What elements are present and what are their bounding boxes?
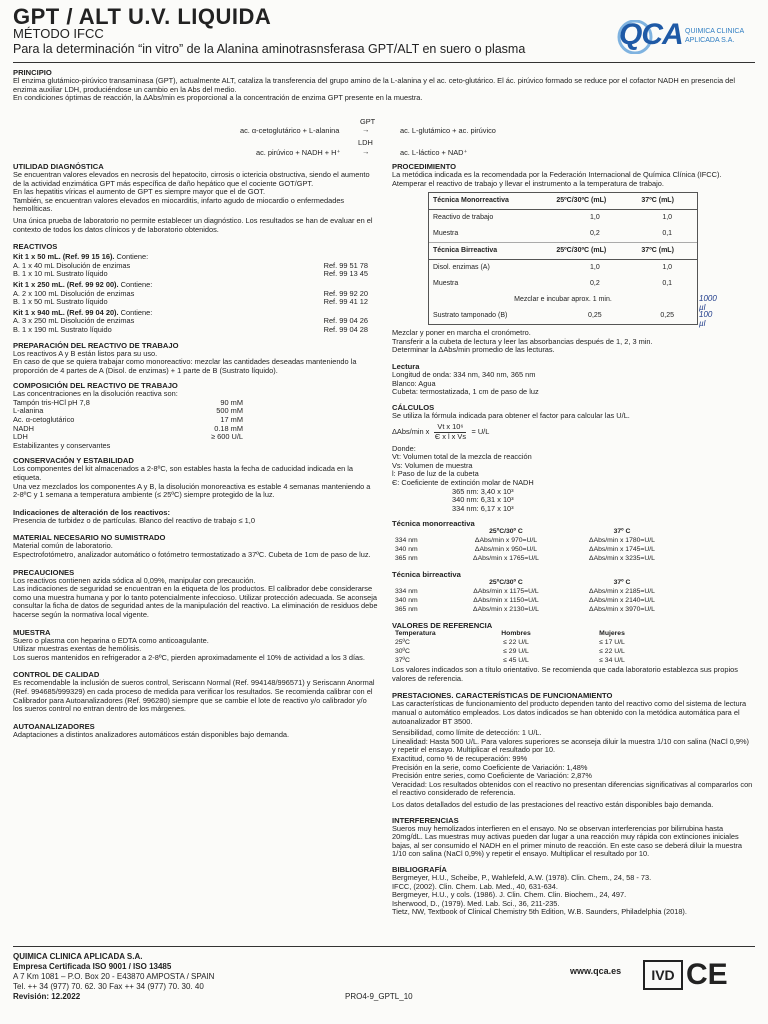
kit-name: Kit 1 x 940 mL. (Ref. 99 04 20). xyxy=(13,307,119,317)
prestaciones-heading: PRESTACIONES. CARACTERÍSTICAS DE FUNCIONAMIENTO xyxy=(392,691,613,701)
utilidad-text-4: Una única prueba de laboratorio no permite establecer un diagnóstico. Los resultados se han de evaluar en el contexto de todos los datos clínicos y de laboratorio obtenidos. xyxy=(13,215,373,234)
principio-text-1: El enzima glutámico-pirúvico transaminasa (GPT), actualmente ALT, cataliza la transferencia del grupo amino de la L-alanina y el ac. ceto-glutárico. El ác. pirúvico formado se reduce por el cofactor NADH en presencia del enzima auxiliar LDH, produciéndose un cambio en la Abs del medio. xyxy=(13,76,736,94)
table-row xyxy=(392,606,680,615)
table-cell: 0,2 xyxy=(590,279,600,287)
table-cell: 334 nm xyxy=(395,537,418,545)
composition-value: 0.18 mM xyxy=(214,423,243,433)
kit-ref: Ref. 99 41 12 xyxy=(323,297,368,307)
after-1: Mezclar y poner en marcha el cronómetro. xyxy=(392,328,531,338)
coefficient-item: 365 nm: 3,40 x 10³ xyxy=(452,486,514,496)
composition-name: Ac. α-cetoglutárico xyxy=(13,415,75,425)
utilidad-text-1: Se encuentran valores elevados en necrosis del hepatocito, cirrosis o ictericia obstructiva, siendo el aumento de la actividad enzimática GPT más específica de daño hepático que el cociente GOT/GPT. xyxy=(13,170,370,188)
after-2: Transferir a la cubeta de lectura y leer las absorbancias después de 1, 2, 3 min. xyxy=(392,336,653,346)
calculos-heading: CÁLCULOS xyxy=(392,402,435,412)
composition-item xyxy=(13,399,378,408)
referencia-table xyxy=(392,630,660,666)
table-cell: ≤ 34 U/L xyxy=(599,657,625,665)
muestra-text-2: Utilizar muestras exentas de hemólisis. xyxy=(13,644,142,654)
col-header: 25ºC/30º C xyxy=(489,579,523,587)
ce-mark-icon: CE xyxy=(686,958,728,991)
col-header: 25ºC/30º C xyxy=(489,528,523,536)
table-cell: ΔAbs/min x 1765=U/L xyxy=(473,555,539,563)
procedimiento-text-1: La metódica indicada es la recomendada por la Federación Internacional de Química Clínica (IFCC). xyxy=(392,170,722,179)
prestacion-item: Veracidad: Los resultados obtenidos con el reactivo no presentan diferencias significativas al compararlos con el reactivo considerado de referencia. xyxy=(392,779,753,798)
formula-denominator: Є x l x Vs xyxy=(434,431,467,441)
lectura-line: Cubeta: termostatizada, 1 cm de paso de luz xyxy=(392,387,539,397)
reactivos-heading: REACTIVOS xyxy=(13,242,58,252)
kit-ref: Ref. 99 13 45 xyxy=(323,269,368,279)
muestra-text-1: Suero o plasma con heparina o EDTA como anticoagulante. xyxy=(13,635,209,645)
right-column xyxy=(392,162,754,917)
procedimiento-heading: PROCEDIMIENTO xyxy=(392,162,456,171)
handwritten-note-2: 100 µl xyxy=(699,310,713,328)
lectura-heading: Lectura xyxy=(392,361,420,371)
footer-phone: Tel. ++ 34 (977) 70. 62. 30 Fax ++ 34 (977) 70. 30. 40 xyxy=(13,982,204,991)
table-cell: Muestra xyxy=(429,226,552,243)
composition-name: Tampón tris-HCl pH 7,8 xyxy=(13,397,90,407)
bi-header-col2: 37ºC (mL) xyxy=(637,243,697,260)
prestaciones-text: Las características de funcionamiento del producto dependen tanto del reactivo como del sistema de lectura manual o automático empleados. Los datos indicados se han obtenido con la metódica automática para el autoanalizador BT 3500. xyxy=(392,699,747,726)
arrow-icon: → xyxy=(362,125,370,134)
kit-note: Contiene: xyxy=(118,279,153,289)
table-cell: Muestra xyxy=(433,279,459,287)
table-cell: 0,25 xyxy=(588,311,602,319)
prestacion-item: Linealidad: Hasta 500 U/L. Para valores superiores se aconseja diluir la muestra 1/10 con salina (NaCl 0,9%) y repetir el ensayo. Multiplicar el resultado por 10. xyxy=(392,736,749,755)
utilidad-text-3: También, se encuentran valores elevados en miocarditis, infarto agudo de miocardio o enfermedades hemolíticas. xyxy=(13,195,345,214)
table-cell: 1,0 xyxy=(662,263,673,271)
procedure-table xyxy=(429,193,697,324)
handwritten-note-1: 1000 µl xyxy=(699,294,717,312)
table-cell: ≤ 17 U/L xyxy=(599,639,625,647)
coefficient-item: 334 nm: 6,17 x 10³ xyxy=(452,503,514,513)
material-heading: MATERIAL NECESARIO NO SUMISTRADO xyxy=(13,533,166,543)
composition-value: 90 mM xyxy=(220,397,243,407)
kit-note: Contiene: xyxy=(118,307,153,317)
prestacion-item: Exactitud, como % de recuperación: 99% xyxy=(392,754,528,764)
table-cell: ΔAbs/min x 950=U/L xyxy=(474,546,538,554)
procedimiento-text-2: Atemperar el reactivo de trabajo y llevar el instrumento a la temperatura de trabajo. xyxy=(392,178,664,188)
formula xyxy=(392,423,754,441)
kit-note: Contiene: xyxy=(114,252,149,262)
table-row xyxy=(392,546,680,555)
table-row xyxy=(392,555,680,564)
definitions-list xyxy=(392,453,754,487)
prestacion-item: Sensibilidad, como límite de detección: 1 U/L. xyxy=(392,728,542,738)
material-text-2: Espectrofotómetro, analizador automático o fotómetro termostatizado a 37ºC. Cubeta de 1cm de paso de luz. xyxy=(13,550,371,559)
eq2-enzyme: LDH xyxy=(358,138,373,147)
table-cell: Sustrato tamponado (B) xyxy=(433,311,508,319)
prestacion-item: Precisión entre series, como Coeficiente de Variación: 2,87% xyxy=(392,771,592,781)
col-header: Mujeres xyxy=(599,630,625,638)
table-cell: 1,0 xyxy=(590,213,600,221)
document-title: GPT / ALT U.V. LIQUIDA xyxy=(13,4,272,29)
mono-header-col1: 25ºC/30ºC (mL) xyxy=(552,193,637,210)
eq2-left: ac. pirúvico + NADH + H⁺ xyxy=(256,148,341,157)
composicion-heading: COMPOSICIÓN DEL REACTIVO DE TRABAJO xyxy=(13,381,178,391)
autoanalizadores-heading: AUTOANALIZADORES xyxy=(13,721,95,731)
footer-website[interactable]: www.qca.es xyxy=(570,966,622,976)
composition-value: ≥ 600 U/L xyxy=(211,432,243,442)
bi-calc-heading: Técnica birreactiva xyxy=(392,570,461,580)
precauciones-text-2: Las indicaciones de seguridad se encuentran en la etiqueta de los productos. El calibrador debe considerarse como una muestra humana y por lo tanto potencialmente infeccioso. Utilizar protección adecuada. Se aconseja consultar la ficha de datos de seguridad antes de la manipulación del reactivo. La eliminación de residuos debe hacerse según la normativa local vigente. xyxy=(13,584,378,619)
kit-line xyxy=(13,298,378,307)
conservacion-heading: CONSERVACIÓN Y ESTABILIDAD xyxy=(13,456,134,466)
interferencias-heading: INTERFERENCIAS xyxy=(392,815,459,825)
logo-company: QUIMICA CLINICA APLICADA S.A. xyxy=(685,28,745,44)
composition-item xyxy=(13,425,378,434)
preparacion-heading: PREPARACIÓN DEL REACTIVO DE TRABAJO xyxy=(13,340,179,350)
definition-item: Vs: Volumen de muestra xyxy=(392,460,473,470)
kit-component: A. 2 x 100 mL Disolución de enzimas xyxy=(13,288,135,298)
table-cell: ΔAbs/min x 2140=U/L xyxy=(589,597,655,605)
principio-section xyxy=(13,68,755,103)
document-subtitle: Para la determinación “in vitro” de la Alanina aminotrasnsferasa GPT/ALT en suero o plasma xyxy=(13,42,526,56)
table-cell: 365 nm xyxy=(395,606,418,614)
kit-component: B. 1 x 50 mL Sustrato líquido xyxy=(13,297,108,307)
lectura-line: Longitud de onda: 334 nm, 340 nm, 365 nm xyxy=(392,369,536,379)
prestacion-item: Precisión en la serie, como Coeficiente de Variación: 1,48% xyxy=(392,762,588,772)
referencia-heading: VALORES DE REFERENCIA xyxy=(392,621,493,631)
eq1-left: ac. α-cetoglutárico + L-alanina xyxy=(240,126,340,135)
formula-left: ΔAbs/min x xyxy=(392,427,430,437)
kit-component: B. 1 x 10 mL Sustrato líquido xyxy=(13,269,108,279)
kit-ref: Ref. 99 51 78 xyxy=(323,260,368,270)
col-header: Hombres xyxy=(501,630,531,638)
table-cell: 30ºC xyxy=(395,648,410,656)
table-cell: 1,0 xyxy=(590,263,600,271)
muestra-text-3: Los sueros mantenidos en refrigerador a 2-8ºC, pierden aproximadamente el 10% de actividad a los 3 días. xyxy=(13,652,365,662)
kit-component: A. 1 x 40 mL Disolución de enzimas xyxy=(13,260,131,270)
prestaciones-footer: Los datos detallados del estudio de las prestaciones del reactivo están disponibles bajo demanda. xyxy=(392,800,714,809)
qca-logo xyxy=(615,18,760,54)
logo-text: QCA xyxy=(619,18,683,51)
table-cell: ≤ 29 U/L xyxy=(503,648,529,656)
control-heading: CONTROL DE CALIDAD xyxy=(13,670,100,680)
table-cell: 0,2 xyxy=(552,226,637,243)
kit-name: Kit 1 x 250 mL. (Ref. 99 92 00). xyxy=(13,279,119,289)
bibliografia-heading: BIBLIOGRAFÍA xyxy=(392,864,447,874)
conservacion-text-1: Los componentes del kit almacenados a 2-8ºC, son estables hasta la fecha de caducidad indicada en la etiqueta. xyxy=(13,464,354,483)
method-name: MÉTODO IFCC xyxy=(13,26,104,41)
left-column xyxy=(13,162,378,739)
table-row xyxy=(392,537,680,546)
table-cell: ΔAbs/min x 2130=U/L xyxy=(473,606,539,614)
table-cell: ≤ 45 U/L xyxy=(503,657,529,665)
eq1-right: ac. L-glutámico + ac. pirúvico xyxy=(400,126,496,135)
table-row xyxy=(392,648,660,657)
composition-item xyxy=(13,416,378,425)
preparacion-text-2: En caso de que se quiera trabajar como monoreactivo: mezclar las cantidades deseadas manteniendo la proporción de 4 partes de A (Disol. de enzimas) + 1 parte de B (Sustrato líquido). xyxy=(13,357,357,375)
bi-header-label: Técnica Birreactiva xyxy=(429,243,552,260)
indicaciones-text: Presencia de turbidez o de partículas. Blanco del reactivo de trabajo ≤ 1,0 xyxy=(13,515,255,525)
table-cell: ΔAbs/min x 1150=U/L xyxy=(473,597,539,605)
reference-item: Bergmeyer, H.U., y cols. (1986). J. Clin. Chem. Clin. Biochem., 24, 497. xyxy=(392,890,627,900)
lectura-line: Blanco: Agua xyxy=(392,378,436,388)
table-cell: Disol. enzimas (A) xyxy=(433,263,490,271)
kit-ref: Ref. 99 92 20 xyxy=(323,288,368,298)
mono-header-col2: 37ºC (mL) xyxy=(637,193,697,210)
table-cell: ΔAbs/min x 1745=U/L xyxy=(589,546,655,554)
footer-company-block xyxy=(13,952,214,1002)
bibliografia-list xyxy=(392,874,754,917)
composition-value: 500 mM xyxy=(216,406,243,416)
footer-divider xyxy=(13,946,755,947)
coefficients-list xyxy=(392,488,754,514)
table-cell: ΔAbs/min x 1175=U/L xyxy=(473,588,539,596)
kit-ref: Ref. 99 04 26 xyxy=(323,316,368,326)
after-3: Determinar la ΔAbs/min promedio de las lecturas. xyxy=(392,345,555,355)
table-cell: ΔAbs/min x 970=U/L xyxy=(474,537,538,545)
table-cell: 340 nm xyxy=(395,597,418,605)
kit-line xyxy=(13,326,378,335)
table-cell: ΔAbs/min x 2185=U/L xyxy=(589,588,655,596)
table-cell: ΔAbs/min x 1780=U/L xyxy=(589,537,655,545)
autoanalizadores-text: Adaptaciones a distintos analizadores automáticos están disponibles bajo demanda. xyxy=(13,729,290,739)
precauciones-text-1: Los reactivos contienen azida sódica al 0,09%, manipular con precaución. xyxy=(13,575,256,585)
table-cell: 340 nm xyxy=(395,546,418,554)
prestaciones-list xyxy=(392,729,754,798)
arrow-icon: → xyxy=(362,147,370,156)
footer-cert: Empresa Certificada ISO 9001 / ISO 13485 xyxy=(13,962,172,971)
principio-text-2: En condiciones óptimas de reacción, la ΔAbs/min es proporcional a la concentración de enzima GPT presente en la muestra. xyxy=(13,93,423,103)
kit-name: Kit 1 x 50 mL. (Ref. 99 15 16). xyxy=(13,252,115,262)
kit-component: A. 3 x 250 mL Disolución de enzimas xyxy=(13,316,135,326)
principio-heading: PRINCIPIO xyxy=(13,68,52,77)
incubate-note: Mezclar e incubar aprox. 1 min. xyxy=(514,295,612,303)
interferencias-text: Sueros muy hemolizados interfieren en el ensayo. No se observan interferencias por bilirrubina hasta 20mg/dL. Las muestras muy activas pueden dar lugar a una reacción muy rápida con extinciones iniciales bajas, al ser consumido el NADH en el primer minuto de reacción. En este caso se deberá diluir la muestra 1/10 con salina (NaCl 0,9%) y repetir el ensayo. Multiplicar el resultado por 10. xyxy=(392,823,742,859)
composicion-footer: Estabilizantes y conservantes xyxy=(13,440,111,450)
col-header: 37º C xyxy=(613,579,631,587)
composition-name: NADH xyxy=(13,423,34,433)
ivd-mark-icon: IVD xyxy=(643,960,683,990)
table-cell: 334 nm xyxy=(395,588,418,596)
formula-right: = U/L xyxy=(471,427,490,437)
table-cell: ≤ 22 U/L xyxy=(599,648,625,656)
reference-item: Tietz, NW, Textbook of Clinical Chemistry 5th Edition, W.B. Saunders, Philadelphia (2018). xyxy=(392,907,687,917)
conservacion-text-2: Una vez mezclados los componentes A y B, la disolución monoreactiva es estable 4 semanas manteniendo a 2-8ºC y 1 semana a temperatura ambiente (≤ 25ºC) siempre protegido de la luz. xyxy=(13,481,371,500)
footer-revision: Revisión: 12.2022 xyxy=(13,992,81,1001)
table-cell: Reactivo de trabajo xyxy=(433,213,494,221)
kit-line xyxy=(13,270,378,279)
table-cell: 0,25 xyxy=(660,311,675,319)
indicaciones-heading: Indicaciones de alteración de los reactivos: xyxy=(13,507,170,517)
eq2-right: ac. L-láctico + NAD⁺ xyxy=(400,148,468,157)
mono-calc-heading: Técnica monorreactiva xyxy=(392,519,475,529)
mono-calc-table xyxy=(392,528,680,564)
bi-calc-table xyxy=(392,579,680,615)
utilidad-heading: UTILIDAD DIAGNÓSTICA xyxy=(13,162,104,171)
equations xyxy=(240,118,560,159)
donde-label: Donde: xyxy=(392,443,416,453)
bi-header-col1: 25ºC/30ºC (mL) xyxy=(552,243,637,260)
table-cell: 0,1 xyxy=(637,226,697,243)
table-row xyxy=(392,588,680,597)
table-cell: 0,1 xyxy=(662,279,673,287)
table-cell: 25ºC xyxy=(395,639,410,647)
table-cell: ≤ 22 U/L xyxy=(503,639,529,647)
composition-name: L-alanina xyxy=(13,406,44,416)
mono-header-label: Técnica Monorreactiva xyxy=(429,193,552,210)
definition-item: Є: Coeficiente de extinción molar de NADH xyxy=(392,477,534,487)
formula-fraction xyxy=(434,423,466,441)
definition-item: l: Paso de luz de la cubeta xyxy=(392,469,479,479)
material-text-1: Material común de laboratorio. xyxy=(13,541,113,551)
coefficient-item: 340 nm: 6,31 x 10³ xyxy=(452,495,514,505)
reference-item: Bergmeyer, H.U., Scheibe, P., Wahlefeld, A.W. (1978). Clin. Chem., 24, 58 - 73. xyxy=(392,872,652,882)
utilidad-text-2: En las hepatitis víricas el aumento de GPT es siempre mayor que el de GOT. xyxy=(13,187,266,197)
kit-ref: Ref. 99 04 28 xyxy=(323,324,368,334)
eq1-enzyme: GPT xyxy=(360,117,376,126)
muestra-heading: MUESTRA xyxy=(13,627,51,637)
col-header: Temperatura xyxy=(395,630,436,638)
table-row xyxy=(392,597,680,606)
procedure-table-box xyxy=(428,192,717,328)
table-cell: ΔAbs/min x 3235=U/L xyxy=(589,555,655,563)
composition-name: LDH xyxy=(13,432,28,442)
control-text: Es recomendable la inclusión de sueros control, Seriscann Normal (Ref. 994148/996571) y Seriscann Anormal (Ref. 994685/999329) en cada proceso de medida para verificar los resultados. Se recomienda calibrar con el Calibrador para Autoanalizadores (Ref. 996280) siempre que se cambie el lote de reactivo y/o calibrador y/o los sueros control no entran dentro de los márgenes. xyxy=(13,678,375,714)
table-cell: 37ºC xyxy=(395,657,410,665)
table-row xyxy=(392,639,660,648)
calculos-intro: Se utiliza la fórmula indicada para obtener el factor para calcular las U/L. xyxy=(392,410,630,420)
reference-item: IFCC, (2002). Clin. Chem. Lab. Med., 40, 631-634. xyxy=(392,881,558,891)
footer-company: QUIMICA CLINICA APLICADA S.A. xyxy=(13,952,143,961)
composicion-intro: Las concentraciones en la disolución reactiva son: xyxy=(13,389,178,399)
preparacion-text-1: Los reactivos A y B están listos para su uso. xyxy=(13,348,158,358)
kits-list xyxy=(13,253,378,334)
reference-item: Isherwood, D., (1979). Med. Lab. Sci., 36, 211-235. xyxy=(392,898,560,908)
referencia-note: Los valores indicados son a título orientativo. Se recomienda que cada laboratorio establezca sus propios valores de referencia. xyxy=(392,665,738,683)
header-divider xyxy=(13,62,755,63)
table-cell: ΔAbs/min x 3970=U/L xyxy=(589,606,655,614)
table-cell: 1,0 xyxy=(662,213,673,221)
footer-address: A 7 Km 1081 – P.O. Box 20 - E43870 AMPOSTA / SPAIN xyxy=(13,972,215,981)
footer-code: PRO4-9_GPTL_10 xyxy=(345,992,413,1001)
composicion-list xyxy=(13,399,378,442)
definition-item: Vt: Volumen total de la mezcla de reacción xyxy=(392,452,532,462)
kit-component: B. 1 x 190 mL Sustrato líquido xyxy=(13,324,112,334)
formula-numerator: Vt x 10⁶ xyxy=(434,423,466,433)
precauciones-heading: PRECAUCIONES xyxy=(13,567,75,577)
col-header: 37º C xyxy=(613,528,631,536)
table-cell: 365 nm xyxy=(395,555,418,563)
composition-value: 17 mM xyxy=(220,415,243,425)
